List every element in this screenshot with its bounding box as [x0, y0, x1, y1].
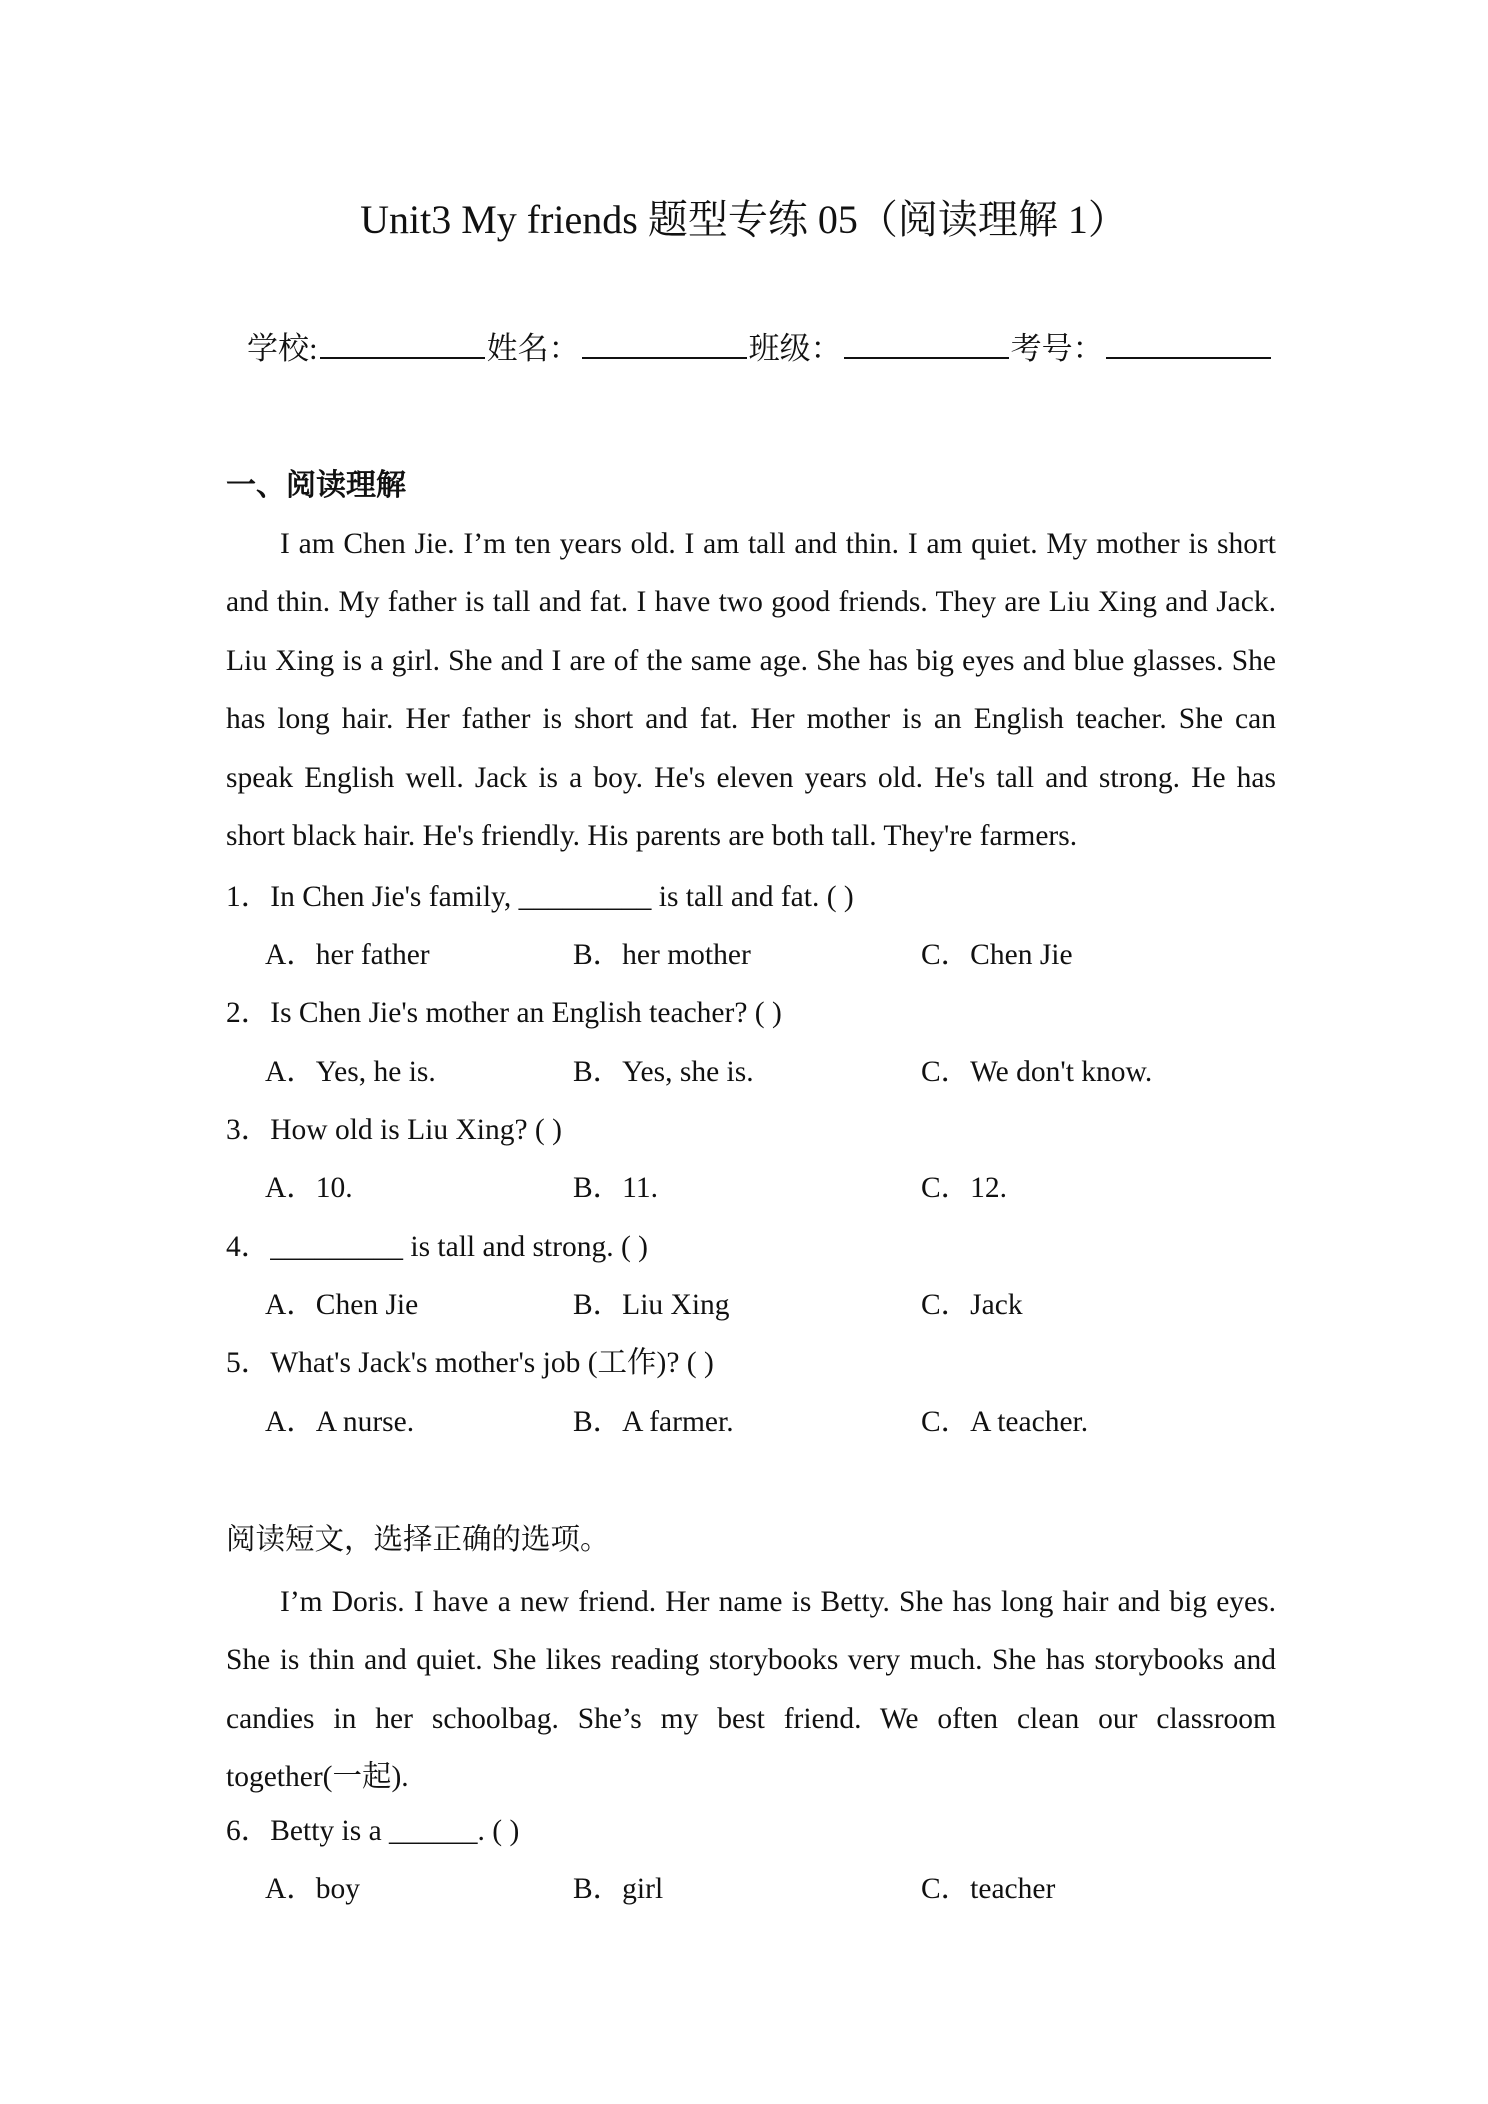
school-label: 学校:: [247, 331, 318, 366]
option-c: C．Jack: [921, 1289, 1023, 1321]
option-b: B．11.: [573, 1172, 658, 1204]
class-label: 班级：: [748, 331, 842, 366]
option-a: A．A nurse.: [265, 1406, 415, 1438]
question-1-options: [265, 930, 1265, 980]
exam-no-blank: [1106, 323, 1271, 359]
option-c: C．We don't know.: [921, 1056, 1153, 1088]
question-6: 6．Betty is a ______. ( ): [226, 1815, 520, 1847]
option-a: A．boy: [265, 1873, 361, 1905]
class-blank: [844, 323, 1009, 359]
option-c: C．teacher: [921, 1873, 1056, 1905]
option-a: A．her father: [265, 939, 430, 971]
section-heading: 一、阅读理解: [226, 469, 406, 502]
student-info-line: [247, 323, 1273, 374]
exam-no-label: 考号：: [1010, 331, 1104, 366]
option-b: B．Yes, she is.: [573, 1056, 754, 1088]
option-b: B．Liu Xing: [573, 1289, 730, 1321]
option-a: A．Chen Jie: [265, 1289, 419, 1321]
option-c: C．12.: [921, 1172, 1008, 1204]
name-blank: [582, 323, 747, 359]
question-4-options: [265, 1280, 1265, 1330]
option-a: A．10.: [265, 1172, 353, 1204]
page-title: Unit3 My friends 题型专练 05（阅读理解 1）: [360, 197, 1128, 242]
name-label: 姓名：: [486, 331, 580, 366]
question-3: 3．How old is Liu Xing? ( ): [226, 1114, 562, 1146]
option-b: B．A farmer.: [573, 1406, 734, 1438]
option-a: A．Yes, he is.: [265, 1056, 436, 1088]
school-blank: [320, 323, 485, 359]
reading-passage-2: I’m Doris. I have a new friend. Her name is Betty. She has long hair and big eyes. She is thin and quiet. She likes reading storybooks very much. She has storybooks and candies in her schoolbag. She’s my best friend. We often clean our classroom together(一起).: [226, 1586, 1276, 1794]
section-2-instruction: 阅读短文，选择正确的选项。: [226, 1524, 610, 1556]
option-b: B．her mother: [573, 939, 751, 971]
question-6-options: [265, 1864, 1265, 1914]
reading-passage-1: I am Chen Jie. I’m ten years old. I am tall and thin. I am quiet. My mother is short and thin. My father is tall and fat. I have two good friends. They are Liu Xing and Jack. Liu Xing is a girl. She and I are of the same age. She has big eyes and blue glasses. She has long hair. Her father is short and fat. Her mother is an English teacher. She can speak English well. Jack is a boy. He's eleven years old. He's tall and strong. He has short black hair. He's friendly. His parents are both tall. They're farmers.: [226, 528, 1276, 853]
option-b: B．girl: [573, 1873, 664, 1905]
question-2: 2．Is Chen Jie's mother an English teacher? ( ): [226, 997, 782, 1029]
question-5: 5．What's Jack's mother's job (工作)? ( ): [226, 1347, 714, 1379]
question-2-options: [265, 1047, 1265, 1097]
option-c: C．Chen Jie: [921, 939, 1073, 971]
question-3-options: [265, 1163, 1265, 1213]
option-c: C．A teacher.: [921, 1406, 1089, 1438]
question-5-options: [265, 1397, 1265, 1447]
question-4: 4．_________ is tall and strong. ( ): [226, 1231, 648, 1263]
question-1: 1．In Chen Jie's family, _________ is tall and fat. ( ): [226, 881, 854, 913]
